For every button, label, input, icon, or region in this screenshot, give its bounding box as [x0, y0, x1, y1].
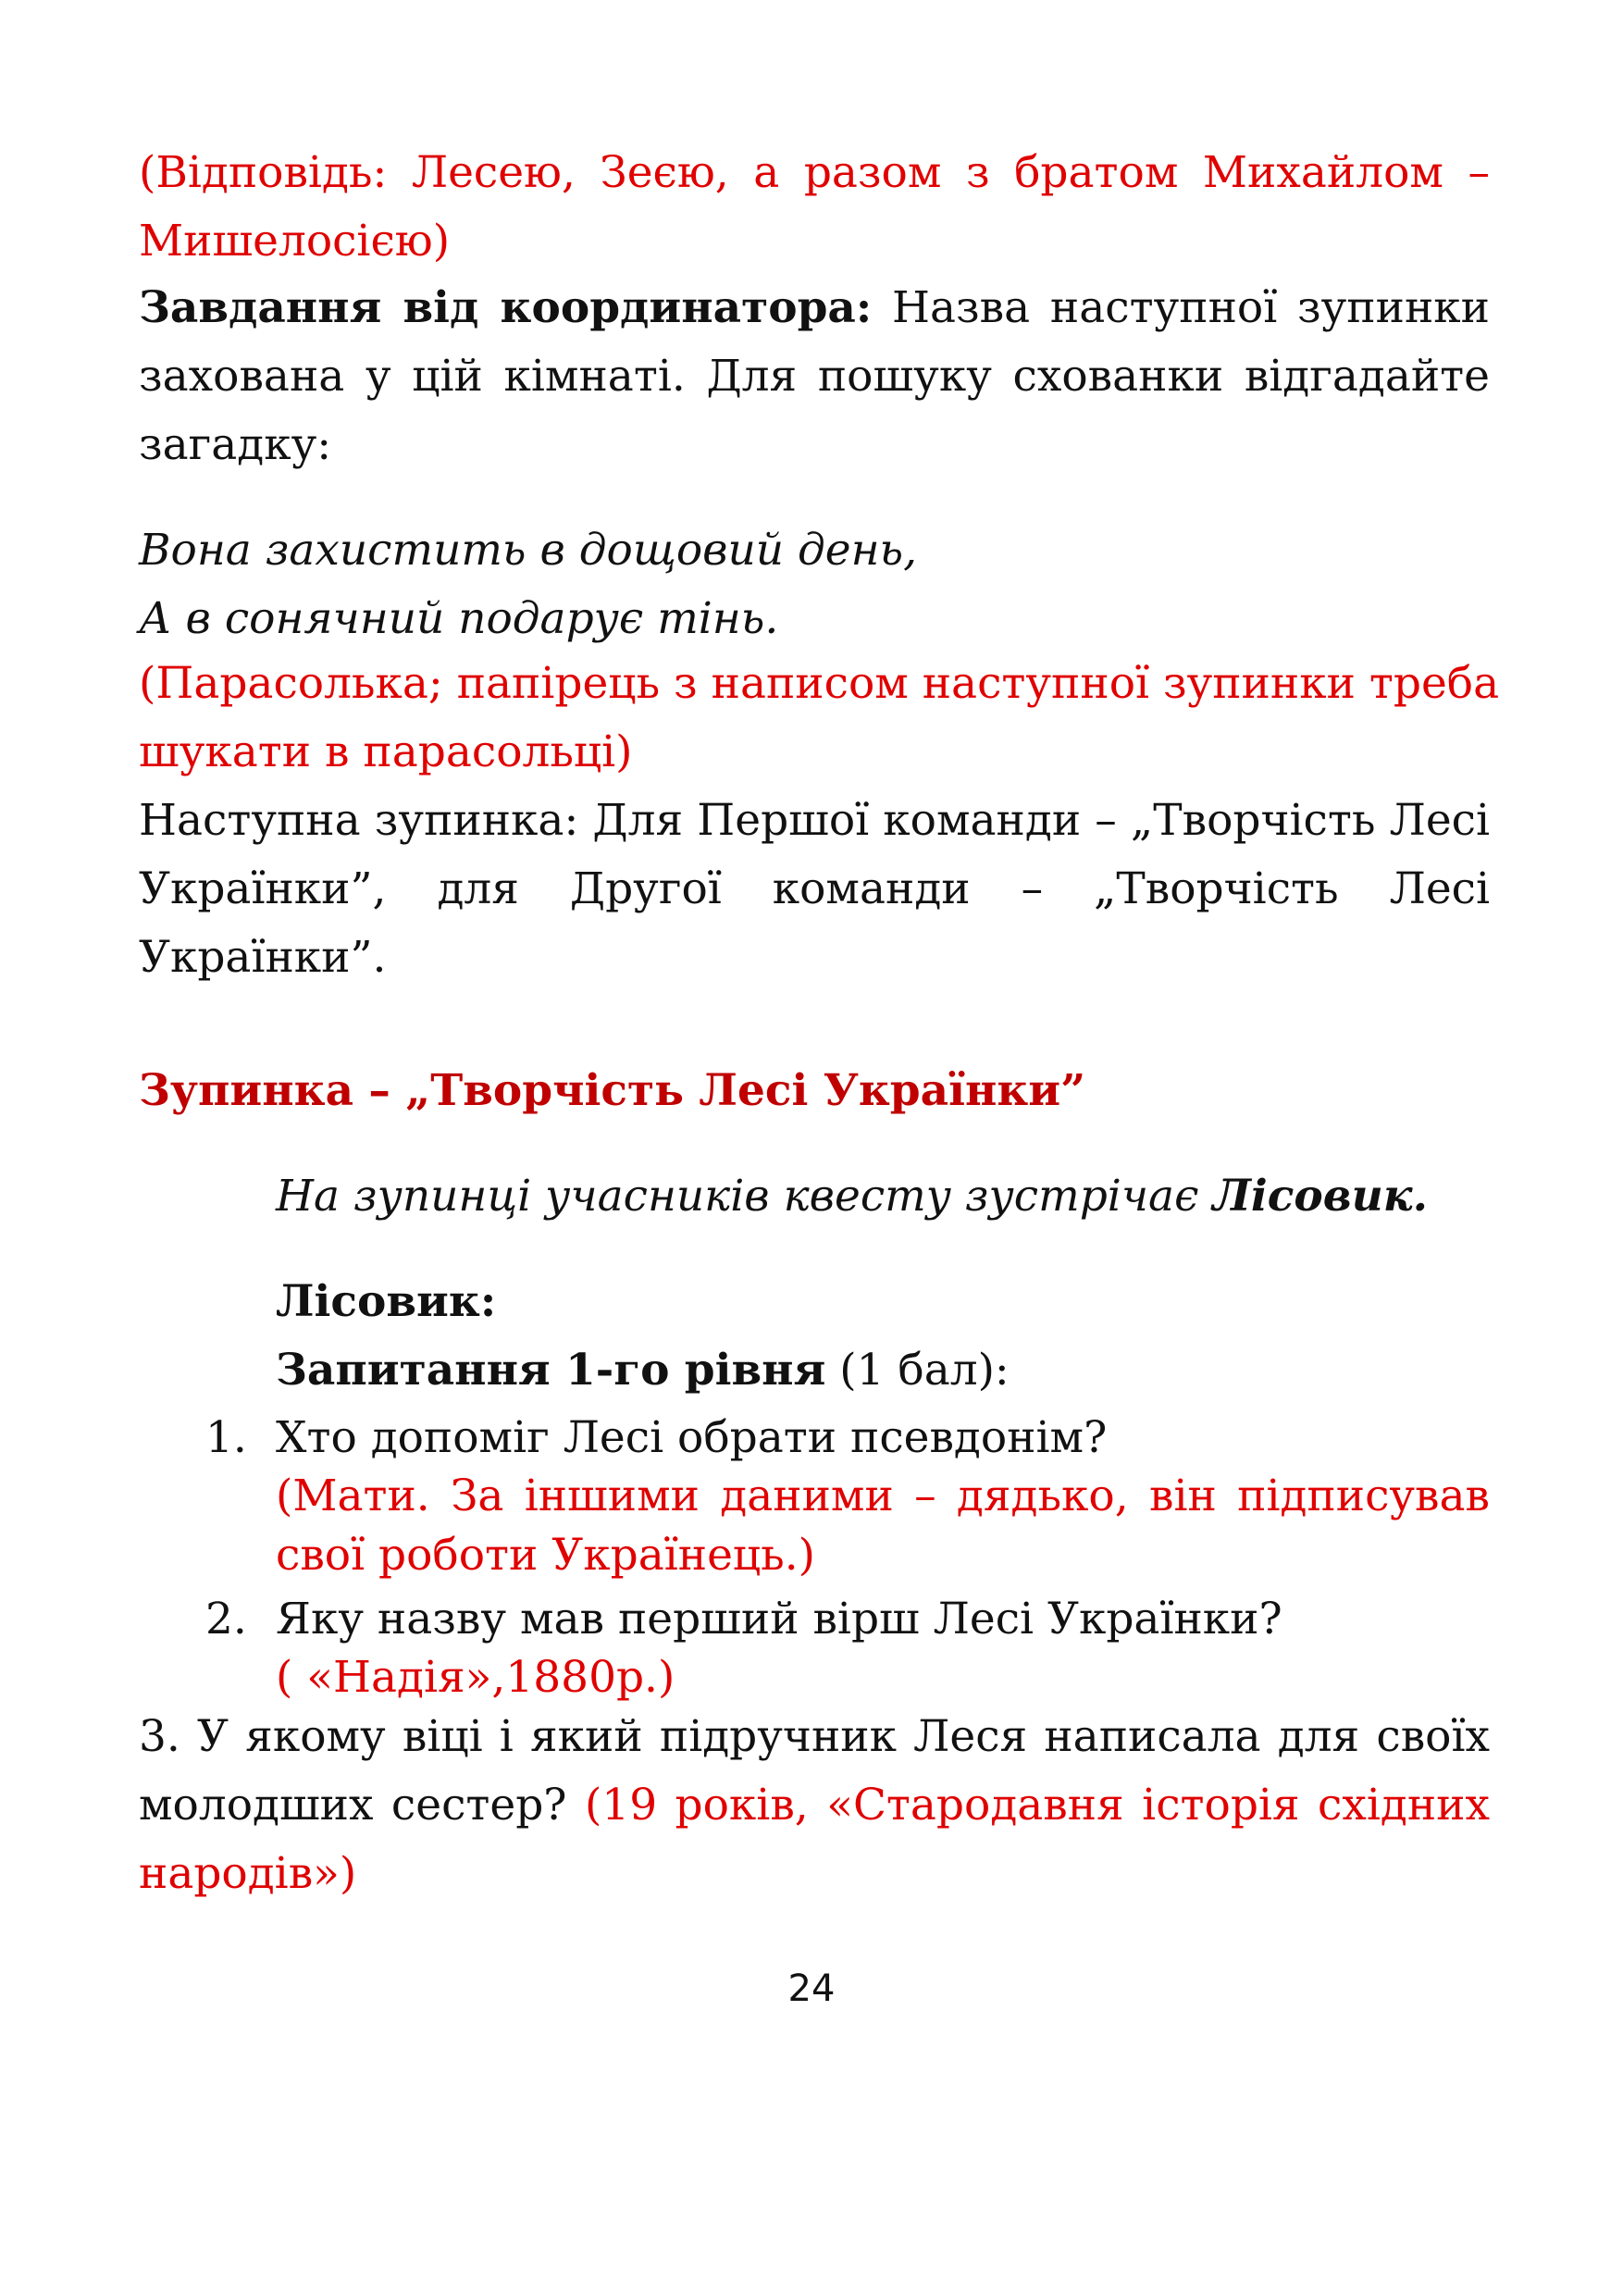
question-text: Яку назву мав перший вірш Лесі Українки? [276, 1594, 1282, 1644]
next-stop-line: Наступна зупинка: Для Першої команди – „Творчість Лесі [139, 795, 1490, 846]
questions-level: Запитання 1-го рівня [276, 1345, 826, 1396]
task-line: захована у цій кімнаті. Для пошуку схованки відгадайте [139, 351, 1490, 402]
question-item [276, 1404, 1490, 1472]
question-answer-line: (Мати. За іншими даними – дядько, він підписував [276, 1471, 1490, 1521]
question-3-line: 3. У якому віці і який підручник Леся написала для своїх [139, 1711, 1490, 1762]
next-stop-paragraph [139, 787, 1490, 992]
riddle-answer [139, 650, 1500, 787]
task-paragraph [139, 274, 1490, 479]
intro-line [276, 1162, 1490, 1231]
questions-points: (1 бал): [825, 1345, 1010, 1396]
next-stop-line: Українки”, для Другої команди – „Творчість Лесі [139, 863, 1490, 914]
speaker-label [276, 1268, 1490, 1336]
task-text: Назва наступної зупинки [892, 282, 1490, 333]
riddle-answer-line: шукати в парасольці) [139, 726, 633, 777]
question-3-paragraph [139, 1703, 1490, 1908]
question-text: Хто допоміг Лесі обрати псевдонім? [276, 1412, 1108, 1463]
question-number: 2. [205, 1594, 247, 1644]
speaker-text: Лісовик: [276, 1276, 497, 1327]
riddle [139, 516, 1490, 653]
section-heading-text: Зупинка – „Творчість Лесі Українки” [139, 1065, 1086, 1116]
question-number: 1. [205, 1412, 247, 1463]
task-line: загадку: [139, 419, 332, 470]
riddle-answer-line: (Парасолька; папірець з написом наступної зупинки треба [139, 658, 1500, 709]
questions-header-line [276, 1336, 1490, 1405]
task-label: Завдання від координатора: [139, 282, 873, 333]
question-3-text: молодших сестер? [139, 1780, 585, 1831]
question-answer [276, 1648, 1490, 1707]
answer-paragraph [139, 139, 1490, 276]
answer-line: Мишелосією) [139, 216, 451, 267]
page-number: 24 [787, 1967, 836, 2010]
riddle-line: А в сонячний подарує тінь. [139, 593, 779, 644]
question-3-line [139, 1771, 1490, 1840]
question-answer-line: ( «Надія»,1880р.) [276, 1652, 675, 1703]
answer-line: (Відповідь: Лесею, Зеєю, а разом з братом Михайлом – [139, 147, 1490, 198]
question-3-answer: (19 років, «Стародавня історія східних [584, 1780, 1490, 1831]
question-item [276, 1585, 1490, 1654]
question-answer-line: свої роботи Українець.) [276, 1530, 816, 1581]
intro-paragraph [276, 1162, 1490, 1231]
intro-text: На зупинці учасників квесту зустрічає [276, 1171, 1213, 1222]
question-3-answer-line: народів») [139, 1848, 357, 1899]
riddle-line: Вона захистить в дощовий день, [139, 525, 918, 576]
questions-header [276, 1336, 1490, 1405]
section-heading [139, 1057, 1490, 1125]
next-stop-line: Українки”. [139, 932, 387, 983]
intro-character: Лісовик. [1212, 1171, 1428, 1222]
question-answer [276, 1467, 1490, 1585]
task-line [139, 274, 1490, 342]
